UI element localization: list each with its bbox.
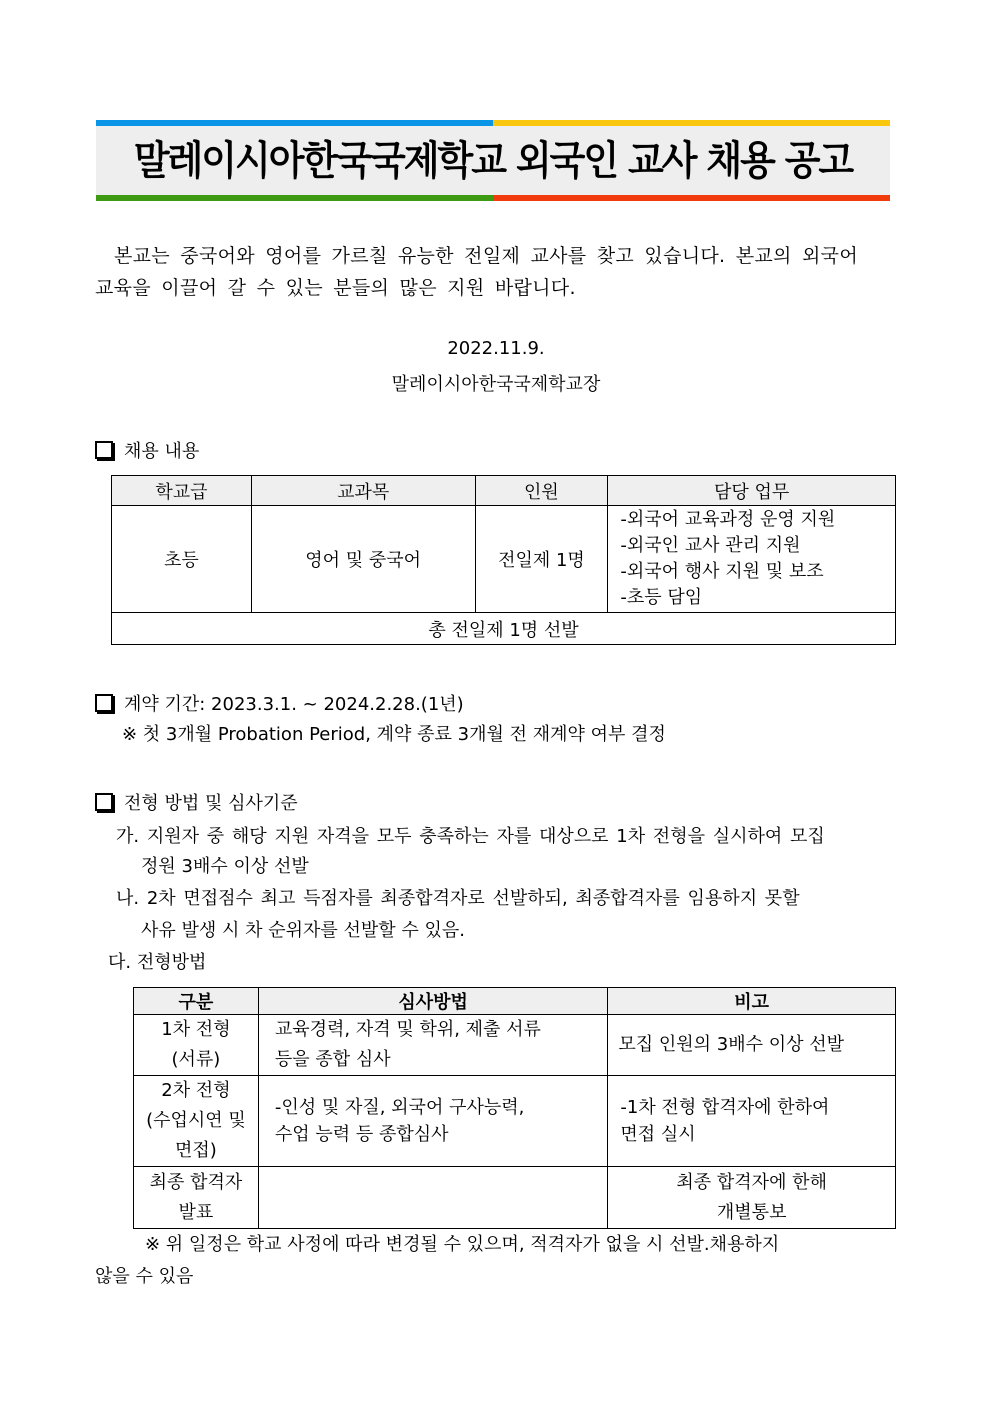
section-title: 채용 내용 bbox=[124, 441, 200, 462]
footnote-line-2: 않을 수 있음 bbox=[95, 1266, 194, 1287]
header-school-level: 학교급 bbox=[112, 476, 252, 506]
header-headcount: 인원 bbox=[475, 476, 608, 506]
duty-item: -외국인 교사 관리 지원 bbox=[620, 535, 801, 556]
stage-line: 최종 합격자 bbox=[149, 1171, 243, 1193]
cell-remarks: 모집 인원의 3배수 이상 선발 bbox=[608, 1015, 896, 1076]
cell-method bbox=[258, 1167, 608, 1229]
table-header-row bbox=[112, 476, 896, 506]
cell-duties bbox=[608, 506, 896, 613]
item-na-line-1: 나. 2차 면접점수 최고 득점자를 최종합격자로 선발하되, 최종합격자를 임용하지 못할 bbox=[116, 888, 800, 909]
cell-total: 총 전일제 1명 선발 bbox=[112, 613, 896, 645]
stage-line: (서류) bbox=[171, 1049, 221, 1070]
stage-line: 면접) bbox=[175, 1140, 217, 1161]
checkbox-empty-icon bbox=[95, 441, 113, 459]
contract-note: ※ 첫 3개월 Probation Period, 계약 종료 3개월 전 재계약 여부 결정 bbox=[122, 724, 666, 745]
footnote bbox=[95, 1229, 897, 1293]
recruitment-table bbox=[111, 475, 896, 645]
footnote-line-1: ※ 위 일정은 학교 사정에 따라 변경될 수 있으며, 적격자가 없을 시 선발.채용하지 bbox=[145, 1234, 780, 1255]
cell-stage bbox=[134, 1076, 259, 1167]
banner-bar-red bbox=[493, 195, 890, 201]
section-title: 계약 기간: 2023.3.1. ~ 2024.2.28.(1년) bbox=[124, 694, 464, 715]
duty-item: -초등 담임 bbox=[620, 587, 703, 608]
section-recruitment-heading bbox=[95, 437, 199, 463]
banner-bar-blue bbox=[96, 120, 493, 126]
cell-method bbox=[258, 1076, 608, 1167]
section-selection-heading bbox=[95, 789, 298, 815]
item-na-line-2: 사유 발생 시 차 순위자를 선발할 수 있음. bbox=[141, 920, 465, 941]
stage-line: 발표 bbox=[178, 1201, 214, 1223]
stage-line: 1차 전형 bbox=[161, 1019, 231, 1040]
cell-subject: 영어 및 중국어 bbox=[251, 506, 475, 613]
method-line: 수업 능력 등 종합심사 bbox=[274, 1124, 449, 1145]
cell-stage bbox=[134, 1015, 259, 1076]
cell-stage bbox=[134, 1167, 259, 1229]
remarks-line: 최종 합격자에 한해 bbox=[676, 1171, 827, 1193]
table-header-row bbox=[134, 988, 896, 1015]
checkbox-empty-icon bbox=[95, 694, 113, 712]
header-duties: 담당 업무 bbox=[608, 476, 896, 506]
stage-line: 2차 전형 bbox=[161, 1080, 231, 1101]
intro-line-2: 교육을 이끌어 갈 수 있는 분들의 많은 지원 바랍니다. bbox=[95, 277, 576, 299]
section-title: 전형 방법 및 심사기준 bbox=[124, 793, 298, 814]
cell-remarks bbox=[608, 1076, 896, 1167]
item-da: 다. 전형방법 bbox=[108, 952, 207, 973]
method-line: -인성 및 자질, 외국어 구사능력, bbox=[274, 1097, 525, 1118]
stage-line: (수업시연 및 bbox=[146, 1110, 246, 1131]
table-row bbox=[134, 1076, 896, 1167]
cell-method bbox=[258, 1015, 608, 1076]
table-row bbox=[134, 1167, 896, 1229]
header-remarks: 비고 bbox=[608, 988, 896, 1015]
signer: 말레이시아한국국제학교장 bbox=[391, 374, 601, 395]
intro-line-1: 본교는 중국어와 영어를 가르칠 유능한 전일제 교사를 찾고 있습니다. 본교의 외국어 bbox=[114, 245, 858, 267]
page-title: 말레이시아한국국제학교 외국인 교사 채용 공고 bbox=[133, 137, 853, 184]
remarks-line: 면접 실시 bbox=[620, 1124, 696, 1145]
checkbox-empty-icon bbox=[95, 793, 113, 811]
method-line: 교육경력, 자격 및 학위, 제출 서류 bbox=[274, 1019, 541, 1040]
remarks-line: -1차 전형 합격자에 한하여 bbox=[620, 1097, 830, 1118]
duty-item: -외국어 교육과정 운영 지원 bbox=[620, 509, 836, 530]
cell-school-level: 초등 bbox=[112, 506, 252, 613]
announcement-date: 2022.11.9. bbox=[447, 338, 545, 359]
table-total-row bbox=[112, 613, 896, 645]
table-row bbox=[134, 1015, 896, 1076]
header-category: 구분 bbox=[134, 988, 259, 1015]
header-subject: 교과목 bbox=[251, 476, 475, 506]
banner-bar-green bbox=[96, 195, 493, 201]
method-line: 등을 종합 심사 bbox=[274, 1049, 391, 1070]
title-banner bbox=[96, 120, 890, 201]
selection-method-table bbox=[133, 987, 896, 1229]
item-ga-line-1: 가. 지원자 중 해당 지원 자격을 모두 충족하는 자를 대상으로 1차 전형을 실시하여 모집 bbox=[116, 826, 825, 847]
duty-item: -외국어 행사 지원 및 보조 bbox=[620, 561, 824, 582]
remarks-line: 개별통보 bbox=[716, 1201, 787, 1223]
header-method: 심사방법 bbox=[258, 988, 608, 1015]
intro-paragraph bbox=[95, 240, 897, 304]
section-contract-heading bbox=[95, 690, 464, 716]
banner-bar-yellow bbox=[493, 120, 890, 126]
item-ga-line-2: 정원 3배수 이상 선발 bbox=[141, 856, 309, 877]
cell-headcount: 전일제 1명 bbox=[475, 506, 608, 613]
cell-remarks bbox=[608, 1167, 896, 1229]
table-row bbox=[112, 506, 896, 613]
